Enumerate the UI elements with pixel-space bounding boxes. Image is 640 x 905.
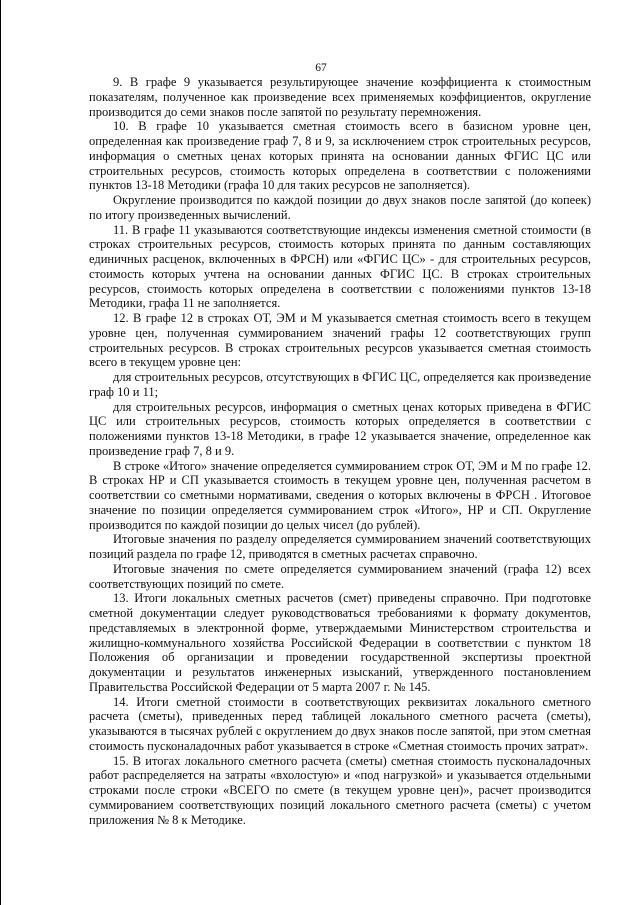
paragraph: для строительных ресурсов, информация о сметных ценах которых приведена в ФГИС ЦС или строительных ресурсов, стоимость которых определяется в соответствии с положениями пунктов 13-18 Методики, в графе 12 указывается значение, определенное как произведение граф 7, 8 и 9. <box>89 399 591 458</box>
document-body <box>89 75 591 827</box>
paragraph: 9. В графе 9 указывается результирующее значение коэффициента к стоимостным показателям, полученное как произведение всех применяемых коэффициентов, округление производится до семи знаков после запятой по результату перемножения. <box>89 75 591 119</box>
paragraph: Округление производится по каждой позиции до двух знаков после запятой (до копеек) по итогу произведенных вычислений. <box>89 193 591 222</box>
paragraph: В строке «Итого» значение определяется суммированием строк ОТ, ЭМ и М по графе 12. В строках НР и СП указывается стоимость в текущем уровне цен, полученная расчетом в соответствии со сметными нормативами, сведения о которых включены в ФРСН . Итоговое значение по позиции определяется суммированием строк «Итого», НР и СП. Округление производится по каждой позиции до целых чисел (до рублей). <box>89 458 591 532</box>
paragraph: 14. Итоги сметной стоимости в соответствующих реквизитах локального сметного расчета (сметы), приведенных перед таблицей локального сметного расчета (сметы), указываются в тысячах рублей с округлением до двух знаков после запятой, при этом сметная стоимость пусконаладочных работ указывается в строке «Сметная стоимость прочих затрат». <box>89 694 591 753</box>
page-number: 67 <box>315 62 327 74</box>
paragraph: для строительных ресурсов, отсутствующих в ФГИС ЦС, определяется как произведение граф 10 и 11; <box>89 370 591 399</box>
paragraph: 12. В графе 12 в строках ОТ, ЭМ и М указывается сметная стоимость всего в текущем уровне цен, полученная суммированием значений графы 12 соответствующих групп строительных ресурсов. В строках строительных ресурсов указывается сметная стоимость всего в текущем уровне цен: <box>89 311 591 370</box>
paragraph: 13. Итоги локальных сметных расчетов (смет) приведены справочно. При подготовке сметной документации следует руководствоваться требованиями к формату документов, представляемых в электронной форме, утверждаемыми Министерством строительства и жилищно-коммунального хозяйства Российской Федерации в соответствии с пунктом 18 Положения об организации и проведении государственной экспертизы проектной документации и результатов инженерных изысканий, утвержденного постановлением Правительства Российской Федерации от 5 марта 2007 г. № 145. <box>89 591 591 694</box>
paragraph: Итоговые значения по смете определяется суммированием значений (графа 12) всех соответствующих позиций по смете. <box>89 561 591 591</box>
paragraph: 10. В графе 10 указывается сметная стоимость всего в базисном уровне цен, определенная как произведение граф 7, 8 и 9, за исключением строк строительных ресурсов, информация о сметных ценах которых принята на основании данных ФГИС ЦС или строительных ресурсов, стоимость которых определена в соответствии с положениями пунктов 13-18 Методики (графа 10 для таких ресурсов не заполняется). <box>89 119 591 193</box>
paragraph: Итоговые значения по разделу определяется суммированием значений соответствующих позиций раздела по графе 12, приводятся в сметных расчетах справочно. <box>89 532 591 561</box>
paragraph: 15. В итогах локального сметного расчета (сметы) сметная стоимость пусконаладочных работ распределяется на затраты «вхолостую» и «под нагрузкой» и указывается отдельными строками после строки «ВСЕГО по смете (в текущем уровне цен)», расчет производится суммированием соответствующих позиций локального сметного расчета (сметы) с учетом приложения № 8 к Методике. <box>89 753 591 827</box>
paragraph: 11. В графе 11 указываются соответствующие индексы изменения сметной стоимости (в строках строительных ресурсов, стоимость которых принята по данным составляющих единичных расценок, включенных в ФРСН) или «ФГИС ЦС» - для строительных ресурсов, стоимость которых учтена на основании данных ФГИС ЦС. В строках строительных ресурсов, стоимость которых определена в соответствии с положениями пунктов 13-18 Методики, графа 11 не заполняется. <box>89 222 591 311</box>
